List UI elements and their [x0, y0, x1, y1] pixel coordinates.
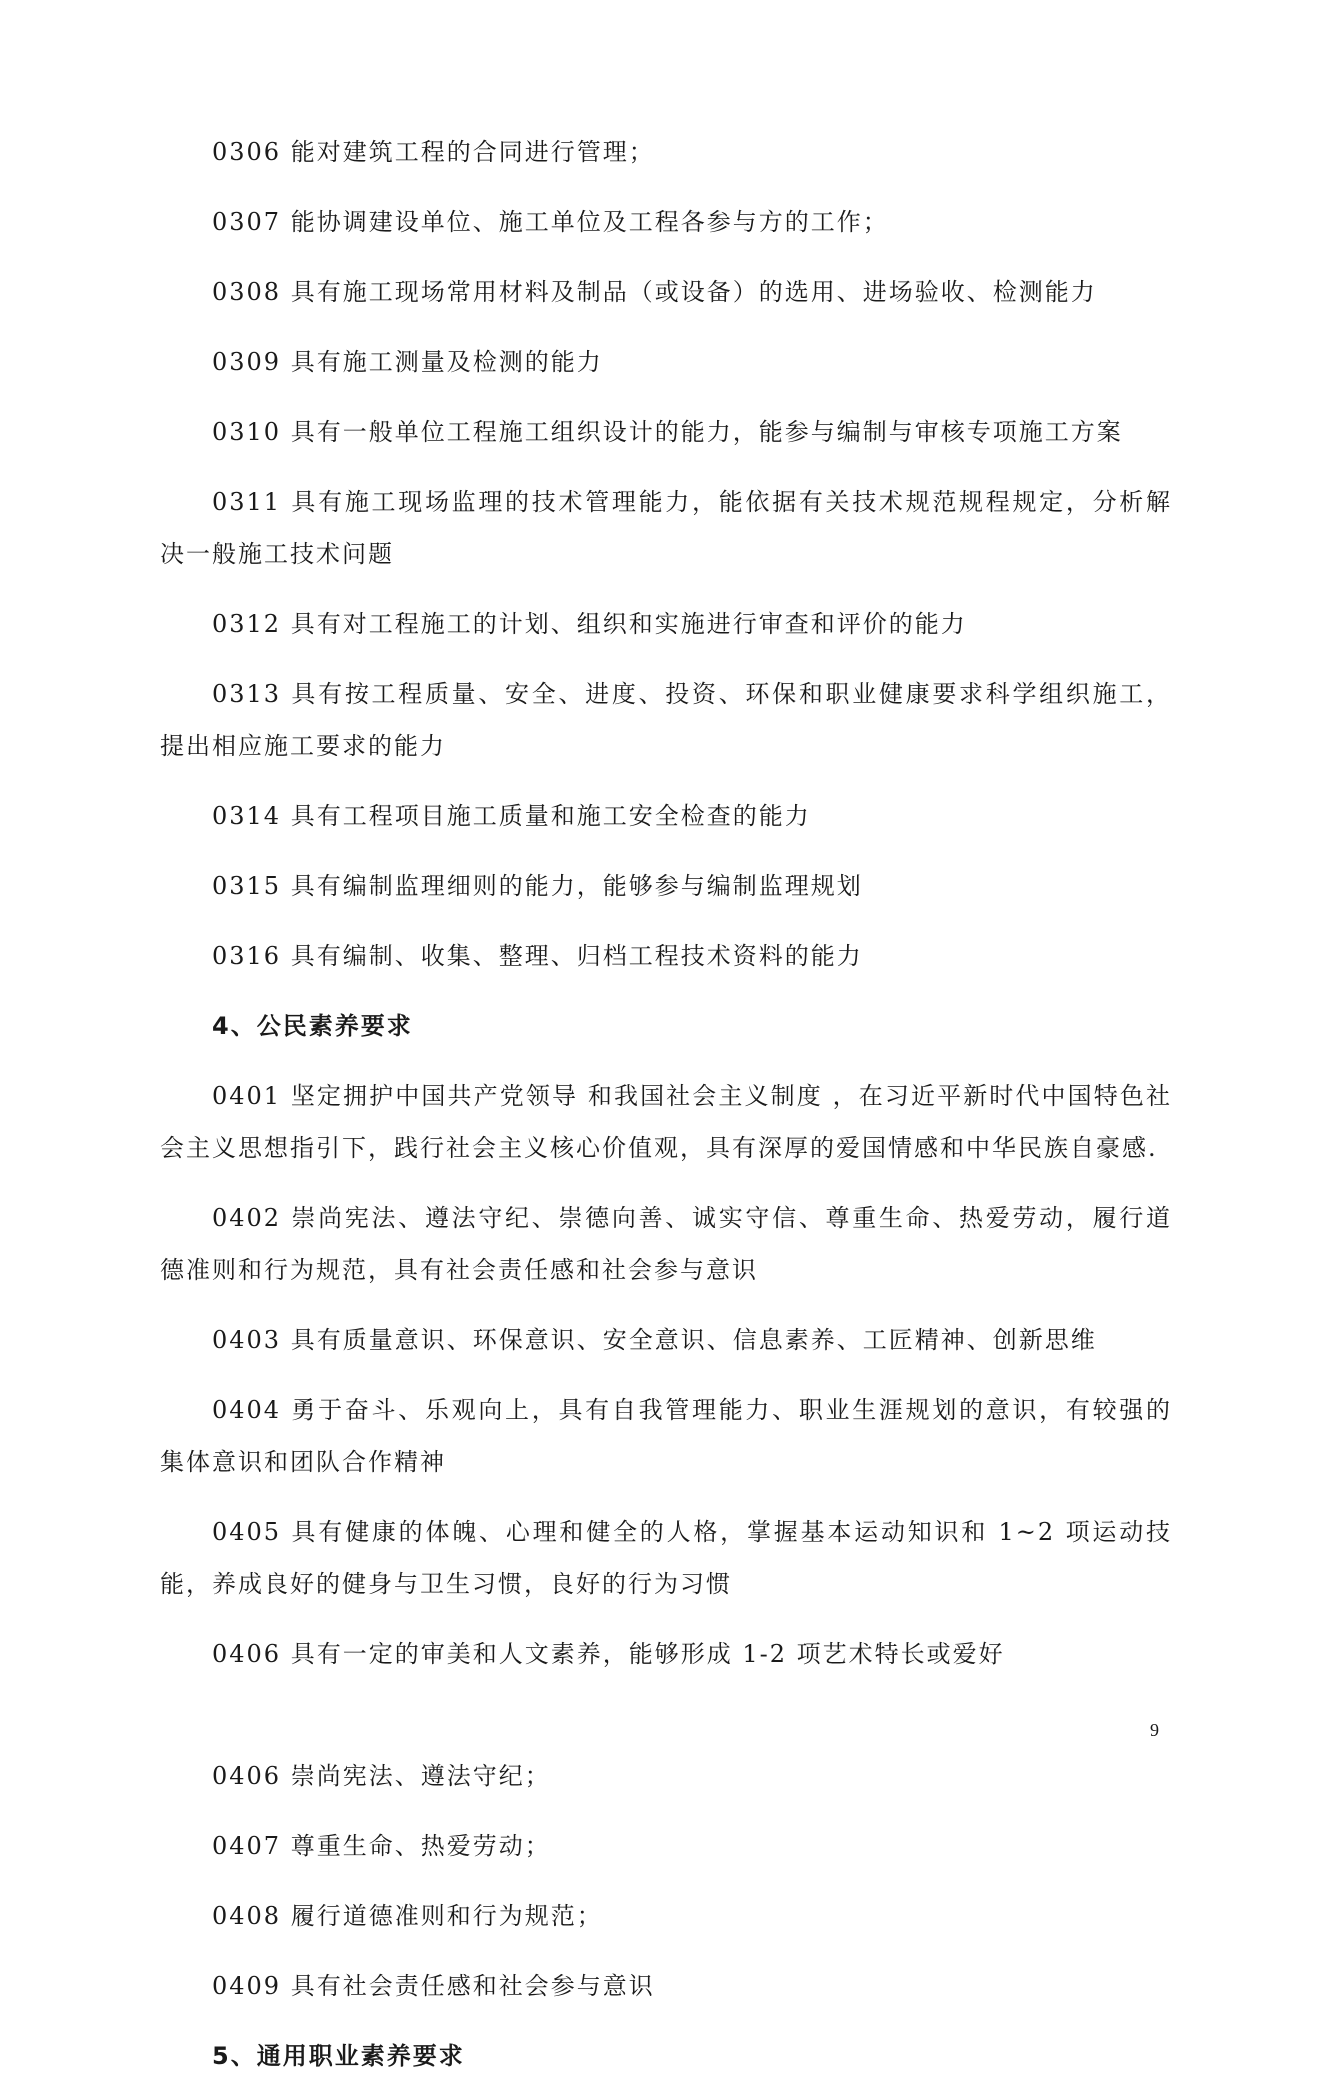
section-heading-4: 4、公民素养要求: [212, 1012, 413, 1040]
section-heading-5: 5、通用职业素养要求: [212, 2042, 465, 2070]
paragraph: 0309 具有施工测量及检测的能力: [212, 348, 603, 376]
paragraph: 0407 尊重生命、热爱劳动；: [212, 1832, 551, 1860]
paragraph: 0307 能协调建设单位、施工单位及工程各参与方的工作；: [212, 208, 889, 236]
paragraph: 0406 崇尚宪法、遵法守纪；: [212, 1762, 551, 1790]
paragraph: 0311 具有施工现场监理的技术管理能力，能依据有关技术规范规程规定，分析解决一般施工技术问题: [160, 488, 1172, 568]
paragraph: 0312 具有对工程施工的计划、组织和实施进行审查和评价的能力: [212, 610, 967, 638]
paragraph: 0308 具有施工现场常用材料及制品（或设备）的选用、进场验收、检测能力: [212, 278, 1097, 306]
paragraph: 0310 具有一般单位工程施工组织设计的能力，能参与编制与审核专项施工方案: [212, 418, 1123, 446]
document-body: [160, 126, 1172, 2100]
paragraph: 0405 具有健康的体魄、心理和健全的人格，掌握基本运动知识和 1~2 项运动技能，养成良好的健身与卫生习惯，良好的行为习惯: [160, 1518, 1172, 1598]
paragraph: 0402 崇尚宪法、遵法守纪、崇德向善、诚实守信、尊重生命、热爱劳动，履行道德准则和行为规范，具有社会责任感和社会参与意识: [160, 1204, 1172, 1284]
paragraph: 0409 具有社会责任感和社会参与意识: [212, 1972, 655, 2000]
page-number: 9: [1150, 1720, 1159, 1740]
paragraph: 0403 具有质量意识、环保意识、安全意识、信息素养、工匠精神、创新思维: [212, 1326, 1097, 1354]
paragraph: 0315 具有编制监理细则的能力，能够参与编制监理规划: [212, 872, 863, 900]
paragraph-list-a: [160, 126, 1172, 982]
blank-gap: [160, 1698, 1172, 1750]
paragraph-list-c: [160, 1750, 1172, 2012]
paragraph: 0313 具有按工程质量、安全、进度、投资、环保和职业健康要求科学组织施工，提出相应施工要求的能力: [160, 680, 1172, 760]
paragraph: 0404 勇于奋斗、乐观向上，具有自我管理能力、职业生涯规划的意识，有较强的集体意识和团队合作精神: [160, 1396, 1172, 1476]
paragraph: 0314 具有工程项目施工质量和施工安全检查的能力: [212, 802, 811, 830]
paragraph: 0408 履行道德准则和行为规范；: [212, 1902, 603, 1930]
paragraph: 0316 具有编制、收集、整理、归档工程技术资料的能力: [212, 942, 863, 970]
paragraph-list-b: [160, 1070, 1172, 1680]
paragraph: 0401 坚定拥护中国共产党领导 和我国社会主义制度 ，在习近平新时代中国特色社会主义思想指引下，践行社会主义核心价值观，具有深厚的爱国情感和中华民族自豪感.: [160, 1082, 1172, 1162]
paragraph: 0306 能对建筑工程的合同进行管理；: [212, 138, 655, 166]
paragraph: 0406 具有一定的审美和人文素养，能够形成 1-2 项艺术特长或爱好: [212, 1640, 1005, 1668]
